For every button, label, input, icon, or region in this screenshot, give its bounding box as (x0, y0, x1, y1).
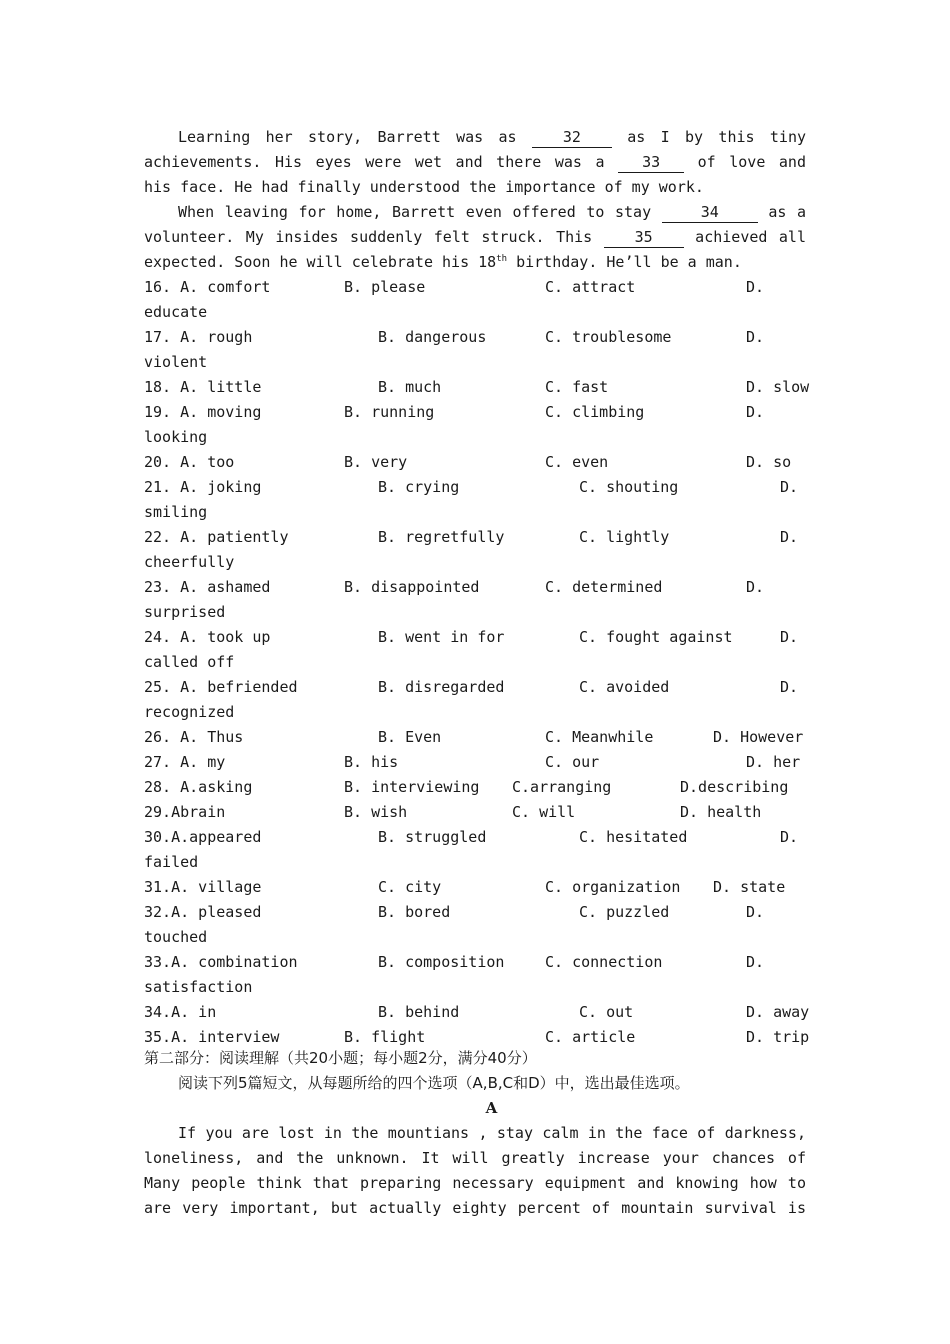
option-c: C. hesitated (579, 828, 688, 846)
option-d-wrap: failed (144, 853, 199, 871)
option-c: C. avoided (579, 678, 670, 696)
option-b: B. regretfully (378, 528, 505, 546)
passage-a-line-1: If you are lost in the mountians , stay calm in the face of darkness, (178, 1124, 806, 1142)
option-b: B. went in for (378, 628, 505, 646)
option-a: 30.A.appeared (144, 828, 262, 846)
option-c: C. Meanwhile (545, 728, 654, 746)
option-d: D. so (746, 453, 792, 471)
passage-a-line-3: Many people think that preparing necessary equipment and knowing how to (144, 1174, 806, 1192)
option-a: 29.Abrain (144, 803, 226, 821)
option-d: D. health (680, 803, 762, 821)
blank-34[interactable]: 34 (662, 203, 758, 223)
option-d: D. (746, 903, 765, 921)
option-d: D. (746, 953, 765, 971)
option-d: D. (746, 278, 765, 296)
option-a: 19. A. moving (144, 403, 262, 421)
option-d-wrap: educate (144, 303, 208, 321)
option-b: B. please (344, 278, 426, 296)
option-c: C. fought against (579, 628, 733, 646)
option-c: C. troublesome (545, 328, 672, 346)
option-a: 28. A.asking (144, 778, 253, 796)
option-b: B. behind (378, 1003, 460, 1021)
option-d-wrap: touched (144, 928, 208, 946)
option-d: D. trip (746, 1028, 810, 1046)
option-c: C. puzzled (579, 903, 670, 921)
passage-a-line-4: are very important, but actually eighty percent of mountain survival is (144, 1199, 806, 1217)
section-title: 第二部分：阅读理解（共20小题；每小题2分，满分40分） (144, 1049, 537, 1067)
option-d: D. state (713, 878, 786, 896)
option-d-wrap: recognized (144, 703, 235, 721)
passage-line-6: expected. Soon he will celebrate his 18th birthday. He’ll be a man. (144, 253, 742, 271)
option-d-wrap: smiling (144, 503, 208, 521)
option-b: B. disregarded (378, 678, 505, 696)
option-b: B. very (344, 453, 408, 471)
option-d: D. slow (746, 378, 810, 396)
option-c: C. our (545, 753, 600, 771)
option-c: C.arranging (512, 778, 612, 796)
option-d: D. away (746, 1003, 810, 1021)
passage-a-label: A (485, 1099, 498, 1117)
passage-a-line-2: loneliness, and the unknown. It will greatly increase your chances of (144, 1149, 806, 1167)
option-a: 32.A. pleased (144, 903, 262, 921)
option-a: 31.A. village (144, 878, 262, 896)
option-a: 35.A. interview (144, 1028, 280, 1046)
option-c: C. attract (545, 278, 636, 296)
option-d: D. (780, 528, 799, 546)
option-d: D. (780, 678, 799, 696)
option-d-wrap: violent (144, 353, 208, 371)
option-b: B. interviewing (344, 778, 480, 796)
option-d: D. (780, 828, 799, 846)
option-d: D.describing (680, 778, 789, 796)
option-c: C. will (512, 803, 576, 821)
option-a: 20. A. too (144, 453, 235, 471)
option-a: 24. A. took up (144, 628, 271, 646)
option-c: C. shouting (579, 478, 679, 496)
option-a: 16. A. comfort (144, 278, 271, 296)
passage-line-4: When leaving for home, Barrett even offered to stay 34 as a (178, 203, 806, 221)
option-b: C. city (378, 878, 442, 896)
option-c: C. determined (545, 578, 663, 596)
blank-33[interactable]: 33 (618, 153, 684, 173)
option-a: 26. A. Thus (144, 728, 244, 746)
option-c: C. even (545, 453, 609, 471)
option-d-wrap: looking (144, 428, 208, 446)
option-d: D. (746, 328, 765, 346)
option-b: B. disappointed (344, 578, 480, 596)
option-a: 22. A. patiently (144, 528, 289, 546)
passage-line-1: Learning her story, Barrett was as 32 as I by this tiny (178, 128, 806, 146)
option-c: C. organization (545, 878, 681, 896)
option-d: D. (746, 578, 765, 596)
option-b: B. flight (344, 1028, 426, 1046)
option-b: B. crying (378, 478, 460, 496)
option-b: B. bored (378, 903, 451, 921)
option-c: C. out (579, 1003, 634, 1021)
passage-line-5: volunteer. My insides suddenly felt struck. This 35 achieved all (144, 228, 806, 246)
option-a: 27. A. my (144, 753, 226, 771)
option-b: B. composition (378, 953, 505, 971)
option-c: C. article (545, 1028, 636, 1046)
option-d: D. However (713, 728, 804, 746)
option-b: B. running (344, 403, 435, 421)
section-instruction: 阅读下列5篇短文，从每题所给的四个选项（A,B,C和D）中，选出最佳选项。 (178, 1074, 690, 1092)
option-d: D. (780, 478, 799, 496)
option-b: B. Even (378, 728, 442, 746)
option-d-wrap: satisfaction (144, 978, 253, 996)
option-b: B. much (378, 378, 442, 396)
option-a: 21. A. joking (144, 478, 262, 496)
option-d: D. her (746, 753, 801, 771)
option-d-wrap: called off (144, 653, 235, 671)
option-c: C. lightly (579, 528, 670, 546)
option-b: B. wish (344, 803, 408, 821)
option-a: 23. A. ashamed (144, 578, 271, 596)
option-b: B. his (344, 753, 399, 771)
option-a: 18. A. little (144, 378, 262, 396)
option-d: D. (746, 403, 765, 421)
blank-35[interactable]: 35 (604, 228, 684, 248)
option-c: C. connection (545, 953, 663, 971)
option-a: 33.A. combination (144, 953, 298, 971)
option-b: B. dangerous (378, 328, 487, 346)
option-d-wrap: cheerfully (144, 553, 235, 571)
option-a: 25. A. befriended (144, 678, 298, 696)
option-c: C. fast (545, 378, 609, 396)
blank-32[interactable]: 32 (532, 128, 612, 148)
option-b: B. struggled (378, 828, 487, 846)
passage-line-2: achievements. His eyes were wet and there was a 33 of love and (144, 153, 806, 171)
option-d: D. (780, 628, 799, 646)
option-a: 34.A. in (144, 1003, 217, 1021)
option-a: 17. A. rough (144, 328, 253, 346)
passage-line-3: his face. He had finally understood the importance of my work. (144, 178, 704, 196)
option-c: C. climbing (545, 403, 645, 421)
option-d-wrap: surprised (144, 603, 226, 621)
